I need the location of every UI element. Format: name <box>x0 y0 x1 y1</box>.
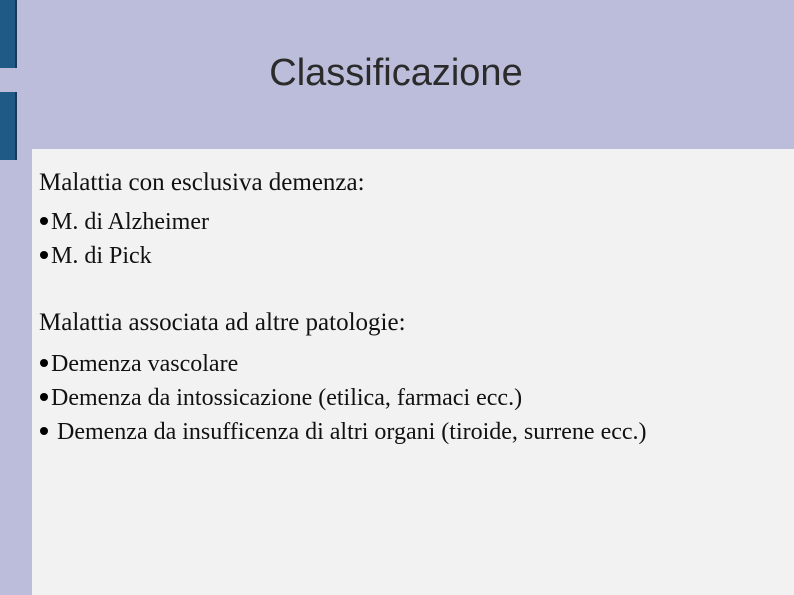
bullet-icon <box>40 217 48 225</box>
list-item <box>40 239 209 273</box>
bullet-icon <box>40 427 48 435</box>
bullet-icon <box>40 359 48 367</box>
list-item <box>40 415 742 449</box>
list-item-text: Demenza da intossicazione (etilica, farmaci ecc.) <box>51 385 523 411</box>
section-heading: Malattia con esclusiva demenza: <box>39 169 365 196</box>
section-heading: Malattia associata ad altre patologie: <box>39 309 406 336</box>
list-item <box>40 381 522 415</box>
decor-bar <box>0 0 17 68</box>
slide-title: Classificazione <box>269 52 523 94</box>
bullet-list <box>40 347 522 415</box>
bullet-list <box>40 205 209 273</box>
list-item-text: Demenza da insufficenza di altri organi (tiroide, surrene ecc.) <box>57 419 647 445</box>
list-item-text: M. di Alzheimer <box>51 209 209 235</box>
bullet-icon <box>40 251 48 259</box>
list-item-text: M. di Pick <box>51 243 152 269</box>
list-item <box>40 205 209 239</box>
list-item-text: Demenza vascolare <box>51 351 239 377</box>
list-item <box>40 347 522 381</box>
decor-bar <box>0 92 17 160</box>
bullet-icon <box>40 393 48 401</box>
